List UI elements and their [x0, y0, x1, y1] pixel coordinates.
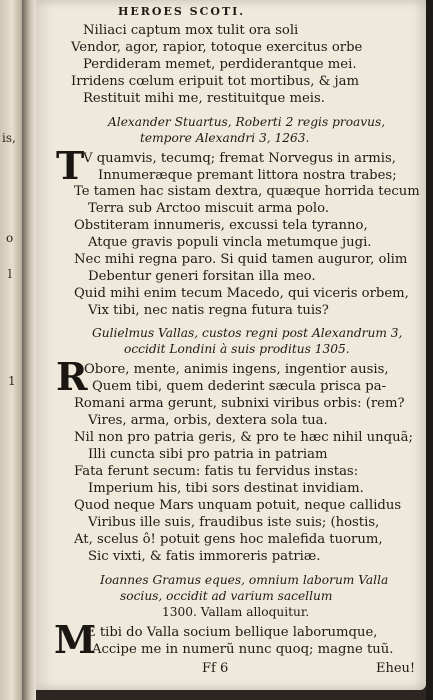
section-heading: Ioannes Gramus eques, omnium laborum Valla	[100, 573, 389, 587]
section-heading: tempore Alexandri 3, 1263.	[140, 131, 310, 145]
catchword: Eheu!	[376, 661, 416, 676]
verse-line: Irridens cœlum eripuit tot mortibus, & jam	[71, 74, 360, 89]
verse-line: Vires, arma, orbis, dextera sola tua.	[88, 413, 328, 428]
drop-initial: M	[54, 617, 97, 662]
drop-initial: T	[56, 143, 85, 188]
verse-line: Quem tibi, quem dederint sæcula prisca pa-	[92, 379, 387, 394]
verse-line: Atque gravis populi vincla metumque jugi.	[88, 235, 372, 250]
verse-line: Fata ferunt secum: fatis tu fervidus instas:	[74, 464, 359, 479]
section-heading: 1300. Vallam alloquitur.	[162, 605, 310, 619]
verse-line: At, scelus ô! potuit gens hoc malefida tuorum,	[74, 532, 383, 547]
margin-note: o	[6, 231, 14, 245]
verse-line: Restituit mihi me, restituitque meis.	[83, 91, 325, 106]
verse-line: Niliaci captum mox tulit ora soli	[83, 23, 299, 38]
verse-line: Innumeræque premant littora nostra trabes;	[98, 168, 397, 183]
verse-line: Nil non pro patria geris, & pro te hæc nihil unquã;	[74, 430, 413, 445]
verse-line: V quamvis, tecumq; fremat Norvegus in armis,	[83, 151, 396, 166]
verse-line: Viribus ille suis, fraudibus iste suis; (hostis,	[88, 515, 380, 530]
verse-line: Imperium his, tibi sors destinat invidiam.	[88, 481, 364, 496]
verse-line: Vendor, agor, rapior, totoque exercitus orbe	[71, 40, 363, 55]
verse-line: Nec mihi regna paro. Si quid tamen auguror, olim	[74, 252, 408, 267]
section-heading: socius, occidit ad varium sacellum	[120, 589, 333, 603]
dark-background-edge	[426, 0, 433, 700]
verse-line: Terra sub Arctoo miscuit arma polo.	[88, 201, 330, 216]
running-header: HEROES SCOTI.	[118, 5, 246, 18]
verse-line: E tibi do Valla socium bellique laborumque,	[86, 625, 378, 640]
verse-line: Obore, mente, animis ingens, ingentior ausis,	[84, 362, 389, 377]
verse-line: Vix tibi, nec natis regna futura tuis?	[88, 303, 329, 318]
book-page	[36, 0, 426, 690]
verse-line: Romani arma gerunt, subnixi viribus orbis: (rem?	[74, 396, 405, 411]
verse-line: Quod neque Mars unquam potuit, neque callidus	[74, 498, 402, 513]
verse-line: Te tamen hac sistam dextra, quæque horrida tecum	[74, 184, 420, 199]
verse-line: Illi cuncta sibi pro patria in patriam	[88, 447, 328, 462]
margin-note: is,	[2, 131, 16, 145]
facing-page-edge	[0, 0, 23, 700]
section-heading: Gulielmus Vallas, custos regni post Alexandrum 3,	[92, 326, 403, 340]
signature-mark: Ff 6	[202, 661, 229, 676]
verse-line: Accipe me in numerũ nunc quoq; magne tuũ.	[92, 642, 394, 657]
verse-line: Perdideram memet, perdiderantque mei.	[83, 57, 357, 72]
book-gutter	[22, 0, 36, 700]
verse-line: Sic vixti, & fatis immoreris patriæ.	[88, 549, 321, 564]
margin-note: 1	[8, 374, 16, 388]
margin-note: l	[8, 267, 12, 281]
section-heading: Alexander Stuartus, Roberti 2 regis proavus,	[108, 115, 386, 129]
drop-initial: R	[56, 354, 88, 399]
verse-line: Quid mihi enim tecum Macedo, qui viceris orbem,	[74, 286, 409, 301]
verse-line: Debentur generi forsitan illa meo.	[88, 269, 316, 284]
section-heading: occidit Londini à suis proditus 1305.	[124, 342, 350, 356]
verse-line: Obstiteram innumeris, excussi tela tyranno,	[74, 218, 368, 233]
